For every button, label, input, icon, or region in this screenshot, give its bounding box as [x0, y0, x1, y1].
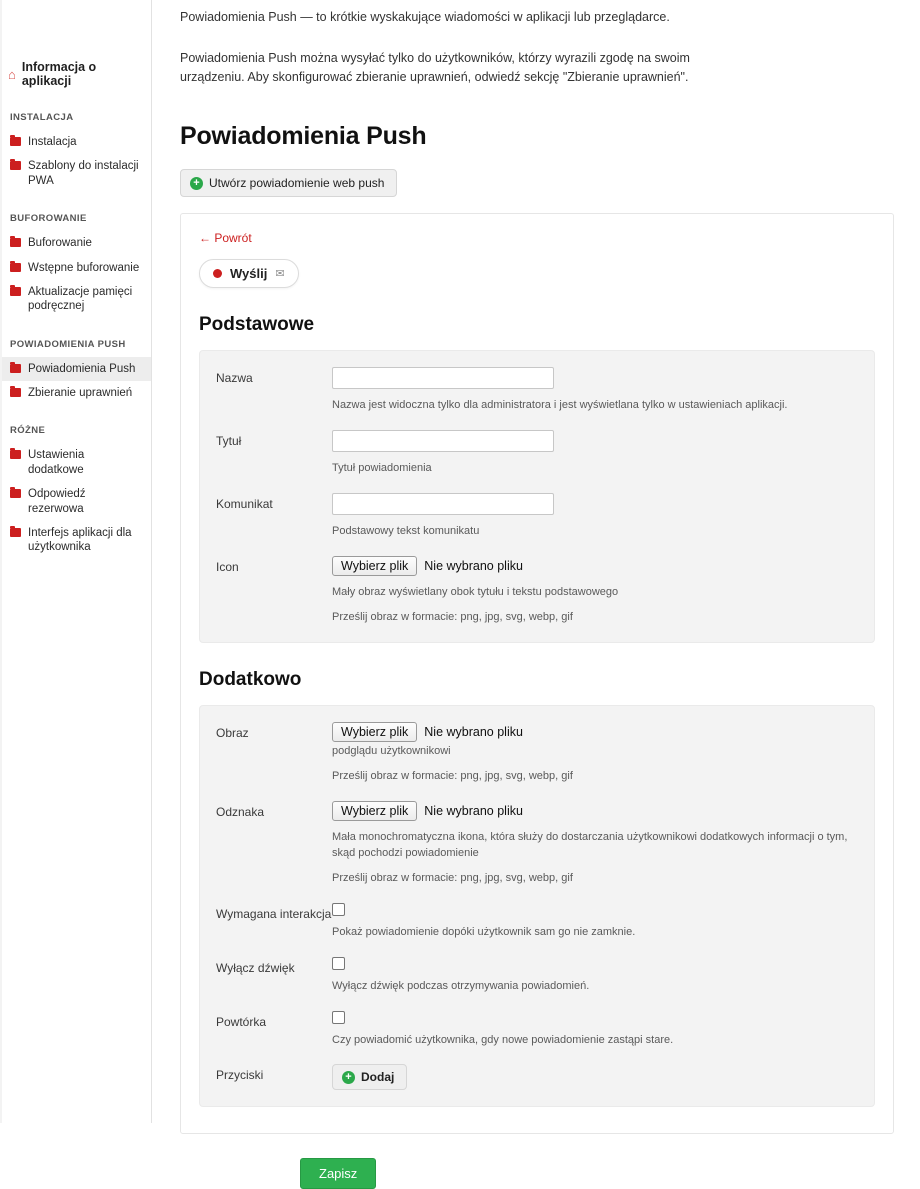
sidebar-app-info-label: Informacja o aplikacji [21, 60, 97, 88]
sidebar [0, 0, 152, 1123]
sidebar-item-label: Szablony do instalacji PWA [28, 160, 139, 187]
save-button[interactable]: Zapisz [300, 1158, 376, 1189]
sidebar-item-label: Interfejs aplikacji dla użytkownika [28, 526, 132, 554]
choose-file-button[interactable]: Wybierz plik [332, 556, 417, 576]
create-web-push-button[interactable] [180, 169, 397, 197]
extra-fields-panel [199, 705, 875, 1108]
icon-file-picker[interactable] [332, 556, 858, 576]
field-help: podglądu użytkownikowi [332, 744, 451, 757]
folder-icon [10, 489, 21, 498]
envelope-icon: ✉ [275, 268, 285, 281]
field-help-formats: Prześlij obraz w formacie: png, jpg, svg, webp, gif [332, 871, 573, 884]
wylacz-dzwiek-checkbox[interactable] [332, 957, 345, 970]
sidebar-item-wstepne-buforowanie[interactable] [0, 256, 151, 280]
folder-icon [10, 388, 21, 397]
sidebar-item-label: Instalacja [28, 136, 77, 148]
section-title-extra: Dodatkowo [199, 668, 302, 690]
chosen-file-name: Nie wybrano pliku [424, 803, 523, 818]
folder-icon [10, 161, 21, 170]
choose-file-button[interactable]: Wybierz plik [332, 722, 417, 742]
sidebar-item-label: Ustawienia dodatkowe [28, 449, 85, 476]
field-powtorka [216, 1011, 858, 1049]
sidebar-group-title-instalacja: INSTALACJA [10, 112, 74, 123]
field-obraz [216, 722, 858, 785]
folder-icon [10, 528, 21, 537]
chosen-file-name: Nie wybrano pliku [424, 559, 523, 574]
field-wylacz-dzwiek [216, 957, 858, 995]
field-help: Mała monochromatyczna ikona, która służy do dostarczania użytkownikowi dodatkowych informacji o tym, skąd pochodzi powiadomienie [332, 830, 848, 859]
odznaka-file-picker[interactable] [332, 801, 858, 821]
folder-icon [10, 287, 21, 296]
wymagana-interakcja-checkbox[interactable] [332, 903, 345, 916]
sidebar-group-title-rozne: RÓŻNE [10, 425, 46, 437]
folder-icon [10, 137, 21, 146]
field-help-formats: Prześlij obraz w formacie: png, jpg, svg, webp, gif [332, 769, 573, 782]
push-form-card [180, 213, 894, 1134]
send-button[interactable] [199, 259, 299, 288]
sidebar-item-ustawienia-dodatkowe[interactable] [0, 443, 151, 482]
field-tytul [216, 430, 858, 477]
intro-paragraph-1: Powiadomienia Push — to krótkie wyskakujące wiadomości w aplikacji lub przeglądarce. [180, 10, 670, 24]
sidebar-item-szablony-pwa[interactable] [0, 154, 151, 193]
sidebar-item-label: Powiadomienia Push [28, 362, 136, 375]
basic-fields-panel [199, 350, 875, 643]
choose-file-button[interactable]: Wybierz plik [332, 801, 417, 821]
field-icon [216, 556, 858, 626]
main-content [152, 0, 920, 1182]
sidebar-item-label: Odpowiedź rezerwowa [28, 488, 86, 515]
sidebar-item-instalacja[interactable] [0, 130, 151, 154]
plus-circle-icon: + [190, 177, 203, 190]
field-label: Wymagana interakcja [216, 906, 332, 921]
field-label: Nazwa [216, 371, 253, 386]
home-icon: ⌂ [8, 66, 16, 82]
folder-icon [10, 238, 21, 247]
folder-icon [10, 263, 21, 272]
sidebar-item-odpowiedz-rezerwowa[interactable] [0, 482, 151, 521]
field-label: Wyłącz dźwięk [216, 960, 295, 975]
tytul-input[interactable] [332, 430, 554, 452]
field-label: Odznaka [216, 804, 265, 819]
intro-paragraph-2: Powiadomienia Push można wysyłać tylko do użytkowników, którzy wyrazili zgodę na swoim urządzeniu. Aby skonfigurować zbieranie uprawnień, odwiedź sekcję "Zbieranie uprawnień". [180, 50, 690, 84]
folder-icon [10, 364, 21, 373]
field-label: Icon [216, 560, 239, 575]
add-button-label: Dodaj [361, 1070, 395, 1085]
obraz-file-picker[interactable] [332, 722, 858, 742]
page-right-edge [916, 0, 920, 1123]
sidebar-item-zbieranie-uprawnien[interactable] [0, 381, 151, 405]
field-help: Pokaż powiadomienie dopóki użytkownik sam go nie zamknie. [332, 925, 636, 938]
sidebar-item-label: Zbieranie uprawnień [28, 387, 133, 399]
field-label: Przyciski [216, 1068, 264, 1083]
nazwa-input[interactable] [332, 367, 554, 389]
field-label: Powtórka [216, 1014, 267, 1029]
field-label: Komunikat [216, 497, 273, 512]
folder-icon [10, 450, 21, 459]
sidebar-item-interfejs-aplikacji[interactable] [0, 521, 151, 560]
field-label: Tytuł [216, 434, 242, 449]
field-wymagana-interakcja [216, 903, 858, 941]
add-button[interactable] [332, 1064, 407, 1090]
powtorka-checkbox[interactable] [332, 1011, 345, 1024]
create-web-push-label: Utwórz powiadomienie web push [209, 176, 385, 191]
save-area [180, 1158, 894, 1189]
field-nazwa [216, 367, 858, 414]
status-dot-icon [213, 269, 222, 278]
field-odznaka [216, 801, 858, 887]
sidebar-item-label: Aktualizacje pamięci podręcznej [28, 285, 133, 313]
page-title: Powiadomienia Push [180, 122, 427, 151]
field-help: Tytuł powiadomienia [332, 462, 432, 475]
chosen-file-name: Nie wybrano pliku [424, 724, 523, 739]
field-komunikat [216, 493, 858, 540]
field-help: Wyłącz dźwięk podczas otrzymywania powiadomień. [332, 979, 590, 992]
field-help: Podstawowy tekst komunikatu [332, 525, 480, 538]
sidebar-item-label: Buforowanie [28, 237, 92, 250]
sidebar-edge [0, 0, 2, 1123]
komunikat-input[interactable] [332, 493, 554, 515]
sidebar-group-title-powiadomienia-push: POWIADOMIENIA PUSH [10, 338, 126, 350]
sidebar-group-title-buforowanie: BUFOROWANIE [10, 213, 87, 225]
plus-circle-icon: + [342, 1071, 355, 1084]
field-label: Obraz [216, 725, 249, 740]
field-help: Czy powiadomić użytkownika, gdy nowe powiadomienie zastąpi stare. [332, 1033, 674, 1046]
sidebar-item-label: Wstępne buforowanie [28, 261, 140, 274]
sidebar-item-buforowanie[interactable] [0, 231, 151, 255]
field-help: Mały obraz wyświetlany obok tytułu i tekstu podstawowego [332, 586, 619, 599]
send-label: Wyślij [230, 266, 268, 282]
field-help-formats: Prześlij obraz w formacie: png, jpg, svg, webp, gif [332, 611, 573, 623]
field-help: Nazwa jest widoczna tylko dla administratora i jest wyświetlana tylko w ustawieniach aplikacji. [332, 399, 788, 412]
sidebar-item-powiadomienia-push[interactable] [0, 357, 151, 381]
back-link[interactable]: ← Powrót [199, 231, 252, 246]
sidebar-item-aktualizacje-pamieci[interactable] [0, 280, 151, 319]
sidebar-item-app-info[interactable] [0, 56, 151, 92]
section-title-basic: Podstawowe [199, 314, 315, 336]
field-przyciski [216, 1064, 858, 1090]
